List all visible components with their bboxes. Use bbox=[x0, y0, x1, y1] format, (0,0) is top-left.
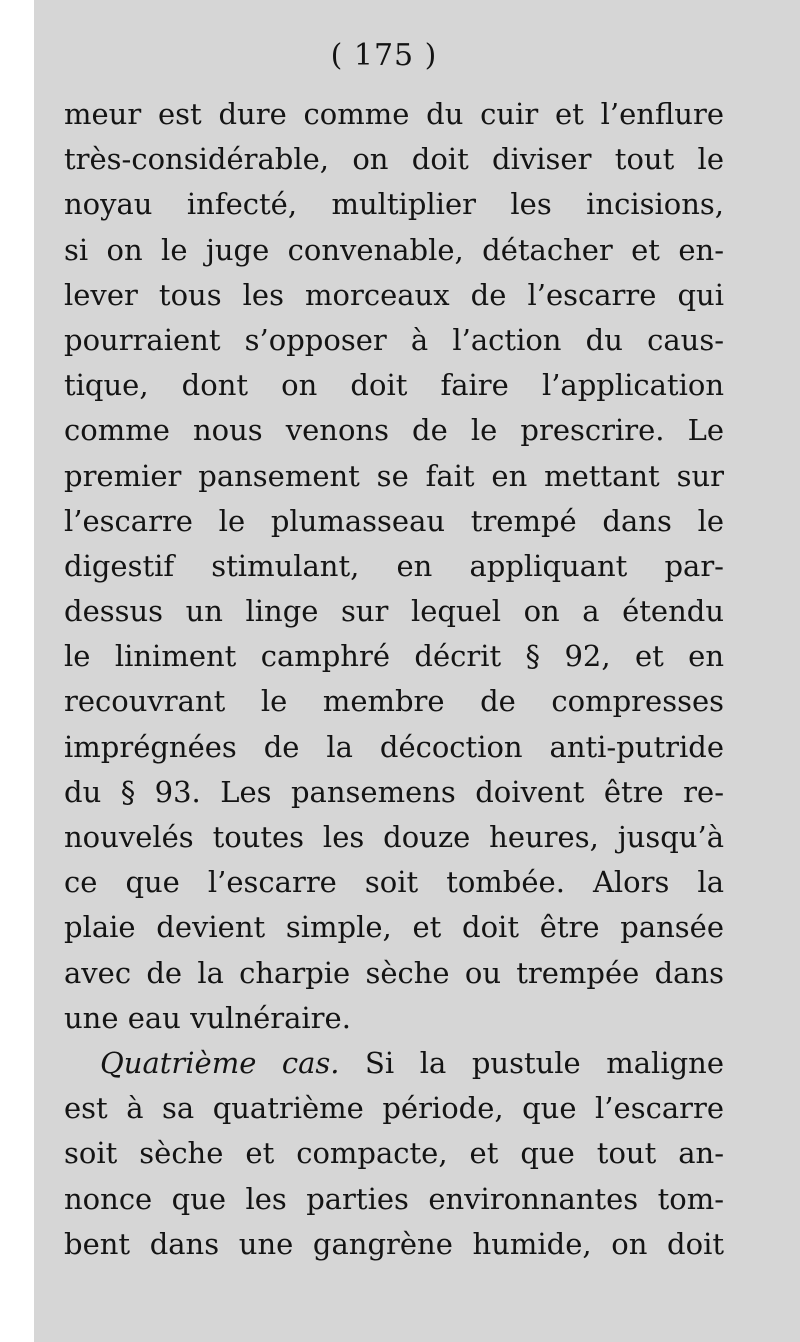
scan-left-margin bbox=[0, 0, 34, 1342]
text-line: comme nous venons de le prescrire. Le bbox=[64, 413, 724, 448]
text-line: dessus un linge sur lequel on a étendu bbox=[64, 594, 724, 629]
text-line: ce que l’escarre soit tombée. Alors la bbox=[64, 865, 724, 900]
text-line: meur est dure comme du cuir et l’enflure bbox=[64, 97, 724, 131]
paragraph-first-line bbox=[64, 1041, 724, 1086]
text-line: le liniment camphré décrit § 92, et en bbox=[64, 639, 724, 674]
text-line: nouvelés toutes les douze heures, jusqu’à bbox=[64, 820, 724, 854]
text-line: pourraient s’opposer à l’action du caus- bbox=[64, 322, 724, 357]
text-line: recouvrant le membre de compresses bbox=[64, 684, 724, 719]
book-page bbox=[34, 0, 800, 1342]
text-line: une eau vulnéraire. bbox=[64, 1000, 351, 1035]
text-line: nonce que les parties environnantes tom- bbox=[64, 1181, 724, 1216]
text-line: tique, dont on doit faire l’application bbox=[64, 368, 724, 403]
text-line: soit sèche et compacte, et que tout an- bbox=[64, 1136, 724, 1171]
text-line: avec de la charpie sèche ou trempée dans bbox=[64, 955, 724, 990]
case-heading: Quatrième cas. bbox=[100, 1045, 340, 1080]
text-line: lever tous les morceaux de l’escarre qui bbox=[64, 277, 724, 312]
text-line: plaie devient simple, et doit être pansée bbox=[64, 910, 724, 945]
page-number: ( 175 ) bbox=[330, 38, 438, 73]
text-line: imprégnées de la décoction anti-putride bbox=[64, 729, 724, 764]
text-line: très-considérable, on doit diviser tout le bbox=[64, 142, 724, 177]
text-line: digestif stimulant, en appliquant par- bbox=[64, 548, 724, 583]
text-line: noyau infecté, multiplier les incisions, bbox=[64, 187, 724, 222]
text-line: l’escarre le plumasseau trempé dans le bbox=[64, 503, 724, 538]
text-line-rest: Si la pustule maligne bbox=[339, 1045, 724, 1080]
text-line: est à sa quatrième période, que l’escarre bbox=[64, 1091, 724, 1126]
text-line: bent dans une gangrène humide, on doit bbox=[64, 1226, 724, 1261]
body-text bbox=[64, 92, 724, 1267]
text-line: du § 93. Les pansemens doivent être re- bbox=[64, 774, 724, 809]
text-line: premier pansement se fait en mettant sur bbox=[64, 458, 724, 493]
text-line: si on le juge convenable, détacher et en- bbox=[64, 232, 724, 267]
